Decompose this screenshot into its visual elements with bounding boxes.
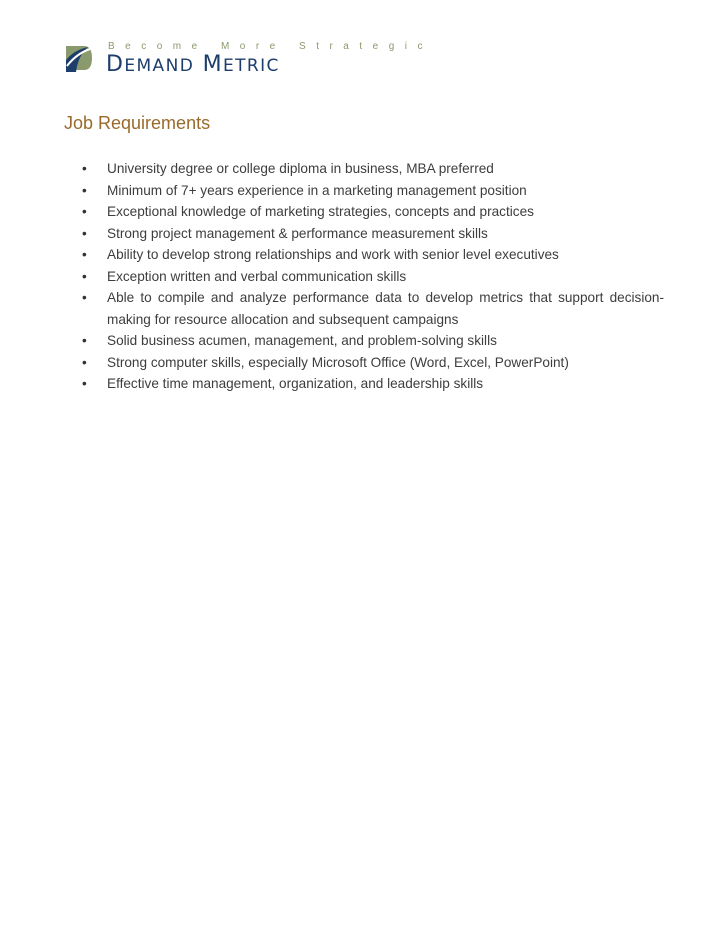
- company-logo: [64, 38, 433, 78]
- bullet-icon: •: [82, 182, 87, 198]
- list-item: [82, 244, 664, 266]
- requirement-text: Effective time management, organization, and leadership skills: [107, 376, 484, 391]
- list-item: [82, 201, 664, 223]
- logo-brand-name: [106, 53, 280, 78]
- bullet-icon: •: [82, 333, 87, 348]
- brand-second-rest: ETRIC: [223, 56, 280, 76]
- brand-second-initial: M: [202, 52, 223, 77]
- list-item: [82, 330, 664, 352]
- list-item: [82, 352, 664, 374]
- bullet-icon: •: [82, 204, 87, 219]
- requirement-text: Strong computer skills, especially Microsoft Office (Word, Excel, PowerPoint): [107, 354, 569, 370]
- requirement-text: Exceptional knowledge of marketing strategies, concepts and practices: [107, 204, 534, 219]
- list-item: [82, 287, 664, 330]
- requirement-text: Solid business acumen, management, and problem-solving skills: [107, 333, 497, 348]
- requirement-text: Exception written and verbal communication skills: [107, 268, 407, 284]
- list-item: [82, 180, 664, 202]
- page-title: Job Requirements: [64, 113, 211, 133]
- requirement-text: Minimum of 7+ years experience in a marketing management position: [107, 182, 527, 198]
- logo-tagline: Become More Strategic: [108, 41, 433, 52]
- demand-metric-logo-icon: [64, 42, 94, 74]
- brand-first-rest: EMAND: [124, 56, 195, 76]
- bullet-icon: •: [82, 376, 87, 391]
- requirement-text: University degree or college diploma in business, MBA preferred: [107, 161, 494, 176]
- list-item: [82, 266, 664, 288]
- list-item: [82, 158, 664, 180]
- bullet-icon: •: [82, 354, 87, 370]
- bullet-icon: •: [82, 225, 87, 241]
- bullet-icon: •: [82, 247, 87, 262]
- list-item: [82, 373, 664, 395]
- list-item: [82, 223, 664, 245]
- requirement-text: Able to compile and analyze performance data to develop metrics that support decision-making for resource allocation and subsequent campaigns: [107, 290, 664, 327]
- brand-first-initial: D: [106, 52, 125, 77]
- bullet-icon: •: [82, 268, 87, 284]
- requirement-text: Ability to develop strong relationships and work with senior level executives: [107, 247, 559, 262]
- bullet-icon: •: [82, 290, 87, 305]
- requirement-text: Strong project management & performance measurement skills: [107, 225, 488, 241]
- bullet-icon: •: [82, 161, 87, 176]
- requirements-list: [82, 158, 664, 395]
